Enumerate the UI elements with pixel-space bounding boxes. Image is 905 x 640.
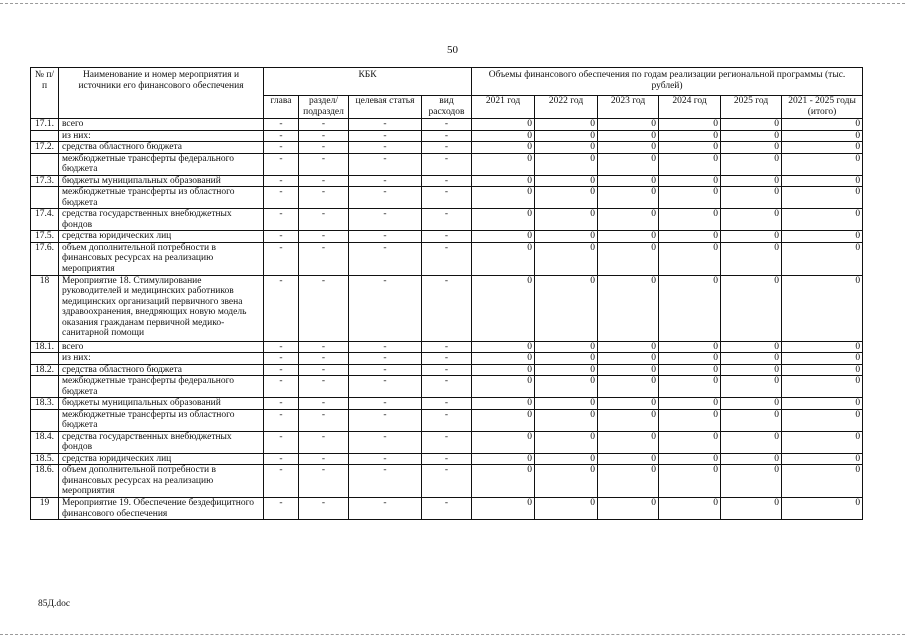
row-value-cell: 0 (535, 341, 598, 353)
row-value-cell: 0 (472, 409, 535, 431)
row-value-cell: 0 (659, 431, 721, 453)
row-value-cell: 0 (472, 175, 535, 187)
row-kbk-cell: - (299, 398, 349, 410)
table-row (31, 175, 863, 187)
row-value-cell: 0 (721, 187, 782, 209)
row-value-cell: 0 (659, 130, 721, 142)
row-kbk-cell: - (422, 465, 472, 498)
table-row (31, 465, 863, 498)
row-kbk-cell: - (264, 231, 299, 243)
row-value-cell: 0 (721, 341, 782, 353)
row-kbk-cell: - (264, 353, 299, 365)
row-kbk-cell: - (349, 364, 422, 376)
row-value-cell: 0 (721, 242, 782, 275)
row-name: Мероприятие 19. Обеспечение бездефицитного финансового обеспечения (59, 498, 264, 520)
row-kbk-cell: - (349, 231, 422, 243)
scan-edge-top (0, 3, 905, 4)
header-year-col: 2024 год (659, 96, 721, 119)
row-kbk-cell: - (299, 341, 349, 353)
row-number: 17.1. (31, 119, 59, 131)
row-value-cell: 0 (782, 153, 863, 175)
row-value-cell: 0 (535, 498, 598, 520)
header-kbk-col: раздел/ подраздел (299, 96, 349, 119)
row-value-cell: 0 (782, 231, 863, 243)
row-value-cell: 0 (659, 341, 721, 353)
row-kbk-cell: - (264, 153, 299, 175)
row-value-cell: 0 (659, 398, 721, 410)
row-kbk-cell: - (422, 231, 472, 243)
header-year-col: 2021 - 2025 годы (итого) (782, 96, 863, 119)
row-name: Мероприятие 18. Стимулирование руководителей и медицинских работников медицинских организаций первичного звена здравоохранения, внедряющих новую модель оказания гражданам первичной медико-санитарной помощи (59, 275, 264, 341)
row-number: 17.6. (31, 242, 59, 275)
row-value-cell: 0 (598, 341, 659, 353)
row-kbk-cell: - (422, 431, 472, 453)
row-kbk-cell: - (349, 275, 422, 341)
row-value-cell: 0 (659, 242, 721, 275)
row-kbk-cell: - (264, 398, 299, 410)
row-kbk-cell: - (349, 353, 422, 365)
row-number: 18.4. (31, 431, 59, 453)
row-kbk-cell: - (299, 409, 349, 431)
row-kbk-cell: - (264, 453, 299, 465)
row-kbk-cell: - (264, 187, 299, 209)
table-row (31, 153, 863, 175)
row-name: средства юридических лиц (59, 453, 264, 465)
row-value-cell: 0 (598, 209, 659, 231)
row-value-cell: 0 (659, 275, 721, 341)
row-value-cell: 0 (472, 431, 535, 453)
row-kbk-cell: - (299, 353, 349, 365)
row-value-cell: 0 (721, 130, 782, 142)
row-value-cell: 0 (472, 465, 535, 498)
footer-filename: 85Д.doc (38, 599, 71, 609)
row-value-cell: 0 (472, 341, 535, 353)
row-kbk-cell: - (264, 119, 299, 131)
row-name: из них: (59, 130, 264, 142)
row-kbk-cell: - (422, 353, 472, 365)
row-name: объем дополнительной потребности в финансовых ресурсах на реализацию мероприятия (59, 242, 264, 275)
row-value-cell: 0 (598, 130, 659, 142)
row-value-cell: 0 (598, 498, 659, 520)
row-value-cell: 0 (721, 231, 782, 243)
row-value-cell: 0 (782, 431, 863, 453)
row-value-cell: 0 (472, 275, 535, 341)
row-kbk-cell: - (349, 465, 422, 498)
row-kbk-cell: - (422, 364, 472, 376)
row-value-cell: 0 (598, 275, 659, 341)
row-value-cell: 0 (472, 153, 535, 175)
header-year-col: 2021 год (472, 96, 535, 119)
row-kbk-cell: - (299, 231, 349, 243)
row-value-cell: 0 (535, 453, 598, 465)
row-value-cell: 0 (782, 376, 863, 398)
row-value-cell: 0 (659, 364, 721, 376)
row-kbk-cell: - (299, 153, 349, 175)
row-value-cell: 0 (659, 209, 721, 231)
row-kbk-cell: - (422, 119, 472, 131)
row-kbk-cell: - (264, 275, 299, 341)
table-row (31, 142, 863, 154)
row-kbk-cell: - (264, 376, 299, 398)
row-value-cell: 0 (659, 142, 721, 154)
row-kbk-cell: - (349, 153, 422, 175)
row-name: межбюджетные трансферты из областного бюджета (59, 187, 264, 209)
row-value-cell: 0 (598, 465, 659, 498)
row-kbk-cell: - (349, 175, 422, 187)
row-value-cell: 0 (598, 431, 659, 453)
row-value-cell: 0 (782, 465, 863, 498)
row-kbk-cell: - (264, 242, 299, 275)
row-value-cell: 0 (782, 119, 863, 131)
financing-table (30, 67, 863, 520)
row-kbk-cell: - (264, 431, 299, 453)
row-kbk-cell: - (349, 498, 422, 520)
row-value-cell: 0 (721, 376, 782, 398)
row-number: 17.5. (31, 231, 59, 243)
row-value-cell: 0 (659, 465, 721, 498)
row-name: бюджеты муниципальных образований (59, 398, 264, 410)
row-value-cell: 0 (782, 142, 863, 154)
table-row (31, 242, 863, 275)
row-number: 18.1. (31, 341, 59, 353)
row-number (31, 409, 59, 431)
row-kbk-cell: - (422, 453, 472, 465)
row-kbk-cell: - (422, 242, 472, 275)
row-value-cell: 0 (782, 364, 863, 376)
row-number (31, 376, 59, 398)
table-row (31, 341, 863, 353)
row-value-cell: 0 (782, 398, 863, 410)
row-kbk-cell: - (349, 130, 422, 142)
row-value-cell: 0 (535, 242, 598, 275)
row-value-cell: 0 (472, 353, 535, 365)
row-kbk-cell: - (349, 376, 422, 398)
row-value-cell: 0 (721, 465, 782, 498)
row-value-cell: 0 (782, 498, 863, 520)
row-kbk-cell: - (422, 376, 472, 398)
row-name: бюджеты муниципальных образований (59, 175, 264, 187)
row-kbk-cell: - (264, 409, 299, 431)
row-value-cell: 0 (721, 431, 782, 453)
row-value-cell: 0 (659, 353, 721, 365)
table-row (31, 209, 863, 231)
row-value-cell: 0 (535, 130, 598, 142)
row-value-cell: 0 (598, 231, 659, 243)
row-number: 18 (31, 275, 59, 341)
row-value-cell: 0 (535, 119, 598, 131)
row-number: 17.4. (31, 209, 59, 231)
table-row (31, 364, 863, 376)
header-row-main (31, 68, 863, 96)
row-kbk-cell: - (349, 209, 422, 231)
row-value-cell: 0 (659, 409, 721, 431)
row-value-cell: 0 (598, 187, 659, 209)
row-kbk-cell: - (264, 130, 299, 142)
row-name: средства государственных внебюджетных фондов (59, 209, 264, 231)
row-kbk-cell: - (422, 153, 472, 175)
row-kbk-cell: - (422, 142, 472, 154)
row-value-cell: 0 (721, 364, 782, 376)
row-value-cell: 0 (721, 498, 782, 520)
row-value-cell: 0 (472, 130, 535, 142)
table-row (31, 130, 863, 142)
row-value-cell: 0 (535, 153, 598, 175)
row-number: 18.6. (31, 465, 59, 498)
row-number: 17.3. (31, 175, 59, 187)
header-name: Наименование и номер мероприятия и источники его финансового обеспечения (59, 68, 264, 119)
row-kbk-cell: - (422, 175, 472, 187)
row-value-cell: 0 (472, 398, 535, 410)
row-kbk-cell: - (349, 398, 422, 410)
row-value-cell: 0 (535, 431, 598, 453)
row-kbk-cell: - (264, 341, 299, 353)
row-kbk-cell: - (349, 119, 422, 131)
row-number (31, 353, 59, 365)
row-value-cell: 0 (721, 353, 782, 365)
row-value-cell: 0 (721, 119, 782, 131)
row-kbk-cell: - (299, 453, 349, 465)
row-value-cell: 0 (472, 242, 535, 275)
header-kbk-col: глава (264, 96, 299, 119)
row-value-cell: 0 (782, 409, 863, 431)
row-value-cell: 0 (598, 353, 659, 365)
row-value-cell: 0 (721, 453, 782, 465)
row-kbk-cell: - (299, 376, 349, 398)
row-value-cell: 0 (782, 187, 863, 209)
row-kbk-cell: - (299, 187, 349, 209)
row-kbk-cell: - (349, 187, 422, 209)
row-kbk-cell: - (422, 398, 472, 410)
row-kbk-cell: - (422, 341, 472, 353)
row-value-cell: 0 (721, 398, 782, 410)
row-kbk-cell: - (264, 364, 299, 376)
row-value-cell: 0 (782, 242, 863, 275)
row-value-cell: 0 (721, 409, 782, 431)
row-value-cell: 0 (782, 275, 863, 341)
row-number (31, 153, 59, 175)
row-value-cell: 0 (598, 376, 659, 398)
row-value-cell: 0 (535, 275, 598, 341)
header-kbk: КБК (264, 68, 472, 96)
header-num: № п/п (31, 68, 59, 119)
row-name: межбюджетные трансферты федерального бюджета (59, 376, 264, 398)
row-value-cell: 0 (472, 498, 535, 520)
page-number: 50 (447, 44, 458, 56)
row-value-cell: 0 (782, 209, 863, 231)
row-value-cell: 0 (535, 353, 598, 365)
row-value-cell: 0 (472, 209, 535, 231)
row-value-cell: 0 (598, 364, 659, 376)
row-kbk-cell: - (264, 209, 299, 231)
row-kbk-cell: - (299, 465, 349, 498)
row-name: средства государственных внебюджетных фондов (59, 431, 264, 453)
header-kbk-col: вид расходов (422, 96, 472, 119)
table-row (31, 398, 863, 410)
row-kbk-cell: - (299, 431, 349, 453)
table-row (31, 376, 863, 398)
row-number (31, 187, 59, 209)
row-value-cell: 0 (782, 130, 863, 142)
row-kbk-cell: - (299, 175, 349, 187)
row-value-cell: 0 (721, 209, 782, 231)
row-value-cell: 0 (598, 153, 659, 175)
row-name: из них: (59, 353, 264, 365)
row-value-cell: 0 (535, 142, 598, 154)
table-row (31, 187, 863, 209)
table-body (31, 119, 863, 520)
row-name: средства областного бюджета (59, 142, 264, 154)
row-name: всего (59, 119, 264, 131)
row-number: 18.2. (31, 364, 59, 376)
row-kbk-cell: - (299, 364, 349, 376)
header-year-col: 2023 год (598, 96, 659, 119)
row-kbk-cell: - (264, 498, 299, 520)
row-kbk-cell: - (422, 187, 472, 209)
row-value-cell: 0 (472, 187, 535, 209)
row-value-cell: 0 (659, 153, 721, 175)
row-value-cell: 0 (598, 242, 659, 275)
row-value-cell: 0 (472, 119, 535, 131)
row-value-cell: 0 (782, 453, 863, 465)
row-value-cell: 0 (535, 376, 598, 398)
row-number: 19 (31, 498, 59, 520)
row-value-cell: 0 (598, 409, 659, 431)
row-kbk-cell: - (349, 341, 422, 353)
row-name: всего (59, 341, 264, 353)
row-value-cell: 0 (782, 341, 863, 353)
row-kbk-cell: - (422, 275, 472, 341)
row-value-cell: 0 (535, 209, 598, 231)
row-number: 18.5. (31, 453, 59, 465)
header-volumes: Объемы финансового обеспечения по годам реализации региональной программы (тыс. рублей) (472, 68, 863, 96)
row-value-cell: 0 (535, 231, 598, 243)
row-value-cell: 0 (535, 364, 598, 376)
row-value-cell: 0 (721, 142, 782, 154)
row-value-cell: 0 (472, 376, 535, 398)
row-value-cell: 0 (535, 398, 598, 410)
row-value-cell: 0 (659, 119, 721, 131)
row-kbk-cell: - (349, 431, 422, 453)
row-value-cell: 0 (782, 353, 863, 365)
table-row (31, 431, 863, 453)
row-kbk-cell: - (299, 142, 349, 154)
row-value-cell: 0 (535, 175, 598, 187)
row-kbk-cell: - (264, 465, 299, 498)
row-kbk-cell: - (349, 242, 422, 275)
row-value-cell: 0 (721, 153, 782, 175)
row-value-cell: 0 (535, 187, 598, 209)
header-year-col: 2025 год (721, 96, 782, 119)
row-value-cell: 0 (721, 275, 782, 341)
row-number (31, 130, 59, 142)
row-kbk-cell: - (422, 130, 472, 142)
row-kbk-cell: - (299, 498, 349, 520)
row-value-cell: 0 (472, 364, 535, 376)
row-name: средства областного бюджета (59, 364, 264, 376)
row-value-cell: 0 (659, 376, 721, 398)
row-kbk-cell: - (299, 275, 349, 341)
row-value-cell: 0 (598, 175, 659, 187)
row-kbk-cell: - (264, 142, 299, 154)
row-value-cell: 0 (721, 175, 782, 187)
row-value-cell: 0 (535, 465, 598, 498)
table-row (31, 119, 863, 131)
table-row (31, 231, 863, 243)
row-value-cell: 0 (598, 142, 659, 154)
row-kbk-cell: - (349, 409, 422, 431)
row-kbk-cell: - (349, 142, 422, 154)
row-value-cell: 0 (535, 409, 598, 431)
table-row (31, 409, 863, 431)
row-kbk-cell: - (422, 498, 472, 520)
row-value-cell: 0 (598, 453, 659, 465)
row-kbk-cell: - (299, 209, 349, 231)
scan-edge-bottom (0, 634, 905, 635)
row-kbk-cell: - (299, 242, 349, 275)
row-name: межбюджетные трансферты из областного бюджета (59, 409, 264, 431)
row-name: межбюджетные трансферты федерального бюджета (59, 153, 264, 175)
table-row (31, 275, 863, 341)
row-value-cell: 0 (659, 231, 721, 243)
table-row (31, 453, 863, 465)
row-value-cell: 0 (659, 187, 721, 209)
row-value-cell: 0 (472, 142, 535, 154)
row-kbk-cell: - (422, 209, 472, 231)
row-name: объем дополнительной потребности в финансовых ресурсах на реализацию мероприятия (59, 465, 264, 498)
table-row (31, 498, 863, 520)
header-year-col: 2022 год (535, 96, 598, 119)
row-value-cell: 0 (659, 175, 721, 187)
row-kbk-cell: - (264, 175, 299, 187)
header-kbk-col: целевая статья (349, 96, 422, 119)
row-name: средства юридических лиц (59, 231, 264, 243)
row-value-cell: 0 (472, 231, 535, 243)
row-kbk-cell: - (299, 119, 349, 131)
row-value-cell: 0 (782, 175, 863, 187)
row-kbk-cell: - (349, 453, 422, 465)
row-number: 18.3. (31, 398, 59, 410)
row-value-cell: 0 (659, 453, 721, 465)
row-kbk-cell: - (299, 130, 349, 142)
row-value-cell: 0 (472, 453, 535, 465)
row-value-cell: 0 (659, 498, 721, 520)
row-kbk-cell: - (422, 409, 472, 431)
row-value-cell: 0 (598, 119, 659, 131)
table-row (31, 353, 863, 365)
row-number: 17.2. (31, 142, 59, 154)
row-value-cell: 0 (598, 398, 659, 410)
